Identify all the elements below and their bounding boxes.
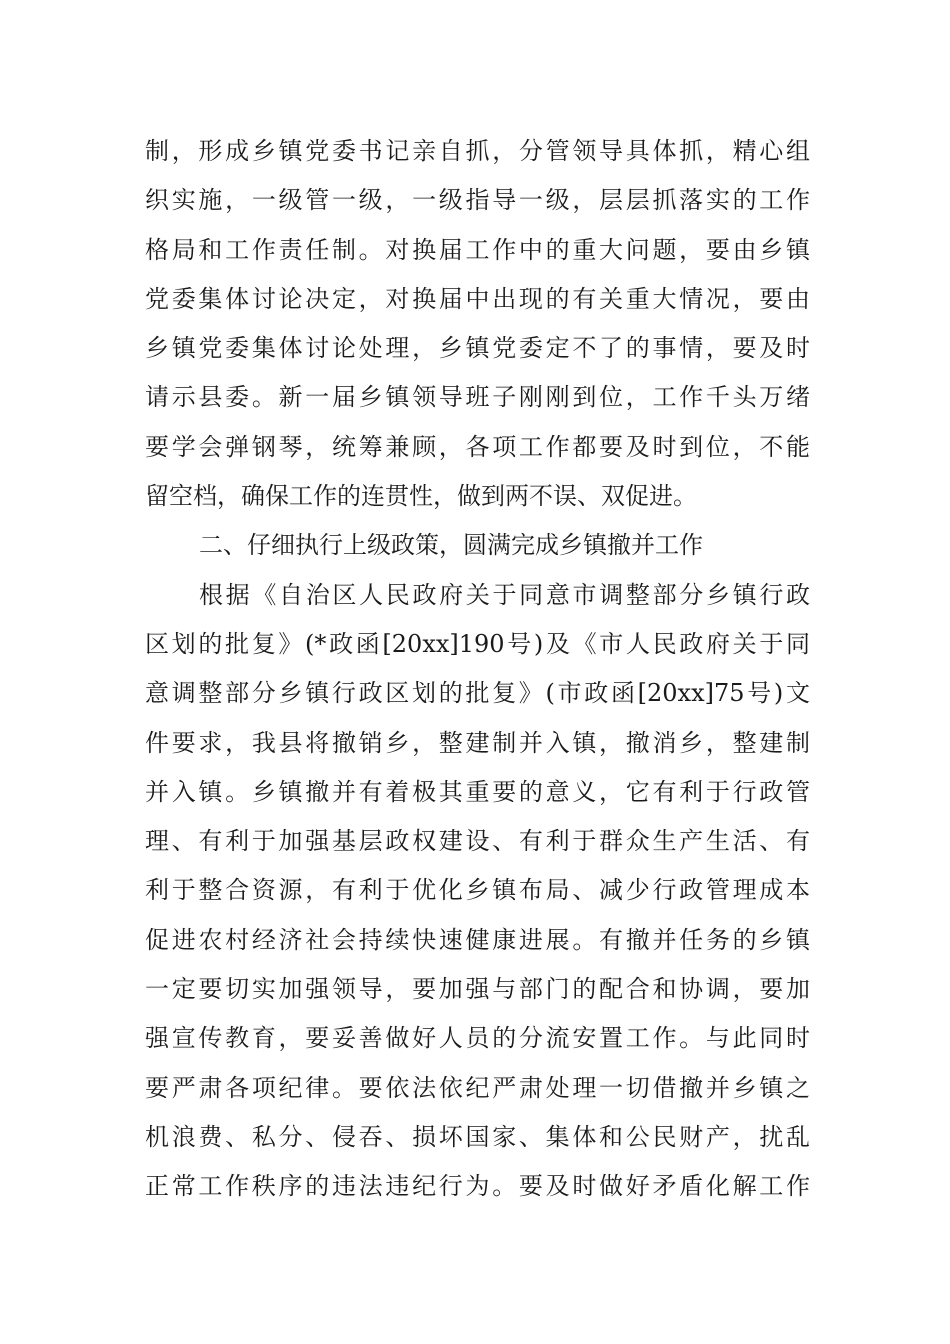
text-line: 强宣传教育，要妥善做好人员的分流安置工作。与此同时 [145, 1024, 810, 1053]
text-line: 党委集体讨论决定，对换届中出现的有关重大情况，要由 [145, 284, 810, 313]
text-line: 机浪费、私分、侵吞、损坏国家、集体和公民财产，扰乱 [145, 1122, 810, 1151]
text-line: 织实施，一级管一级，一级指导一级，层层抓落实的工作 [145, 186, 810, 215]
text-line: 请示县委。新一届乡镇领导班子刚刚到位，工作千头万绪 [145, 383, 810, 412]
document-body [145, 127, 810, 1212]
text-line: 利于整合资源，有利于优化乡镇布局、减少行政管理成本 [145, 876, 810, 905]
text-line: 意调整部分乡镇行政区划的批复》(市政函[20xx]75号)文 [145, 679, 810, 708]
text-line: 要严肃各项纪律。要依法依纪严肃处理一切借撤并乡镇之 [145, 1073, 810, 1102]
text-line: 要学会弹钢琴，统筹兼顾，各项工作都要及时到位，不能 [145, 432, 810, 461]
text-line: 并入镇。乡镇撤并有着极其重要的意义，它有利于行政管 [145, 777, 810, 806]
text-line: 乡镇党委集体讨论处理，乡镇党委定不了的事情，要及时 [145, 334, 810, 363]
text-line: 正常工作秩序的违法违纪行为。要及时做好矛盾化解工作 [145, 1172, 810, 1201]
text-line: 理、有利于加强基层政权建设、有利于群众生产生活、有 [145, 827, 810, 856]
text-line: 件要求，我县将撤销乡，整建制并入镇，撤消乡，整建制 [145, 728, 810, 757]
section-heading: 二、仔细执行上级政策，圆满完成乡镇撤并工作 [199, 531, 703, 560]
text-line: 区划的批复》(*政函[20xx]190号)及《市人民政府关于同 [145, 629, 810, 658]
text-line: 制，形成乡镇党委书记亲自抓，分管领导具体抓，精心组 [145, 137, 810, 165]
text-line: 一定要切实加强领导，要加强与部门的配合和协调，要加 [145, 975, 810, 1004]
paragraph-first-line: 根据《自治区人民政府关于同意市调整部分乡镇行政 [199, 580, 810, 609]
text-line: 格局和工作责任制。对换届工作中的重大问题，要由乡镇 [145, 235, 810, 264]
paragraph-last-line: 留空档，确保工作的连贯性，做到两不误、双促进。 [145, 482, 697, 511]
text-line: 促进农村经济社会持续快速健康进展。有撤并任务的乡镇 [145, 925, 810, 954]
